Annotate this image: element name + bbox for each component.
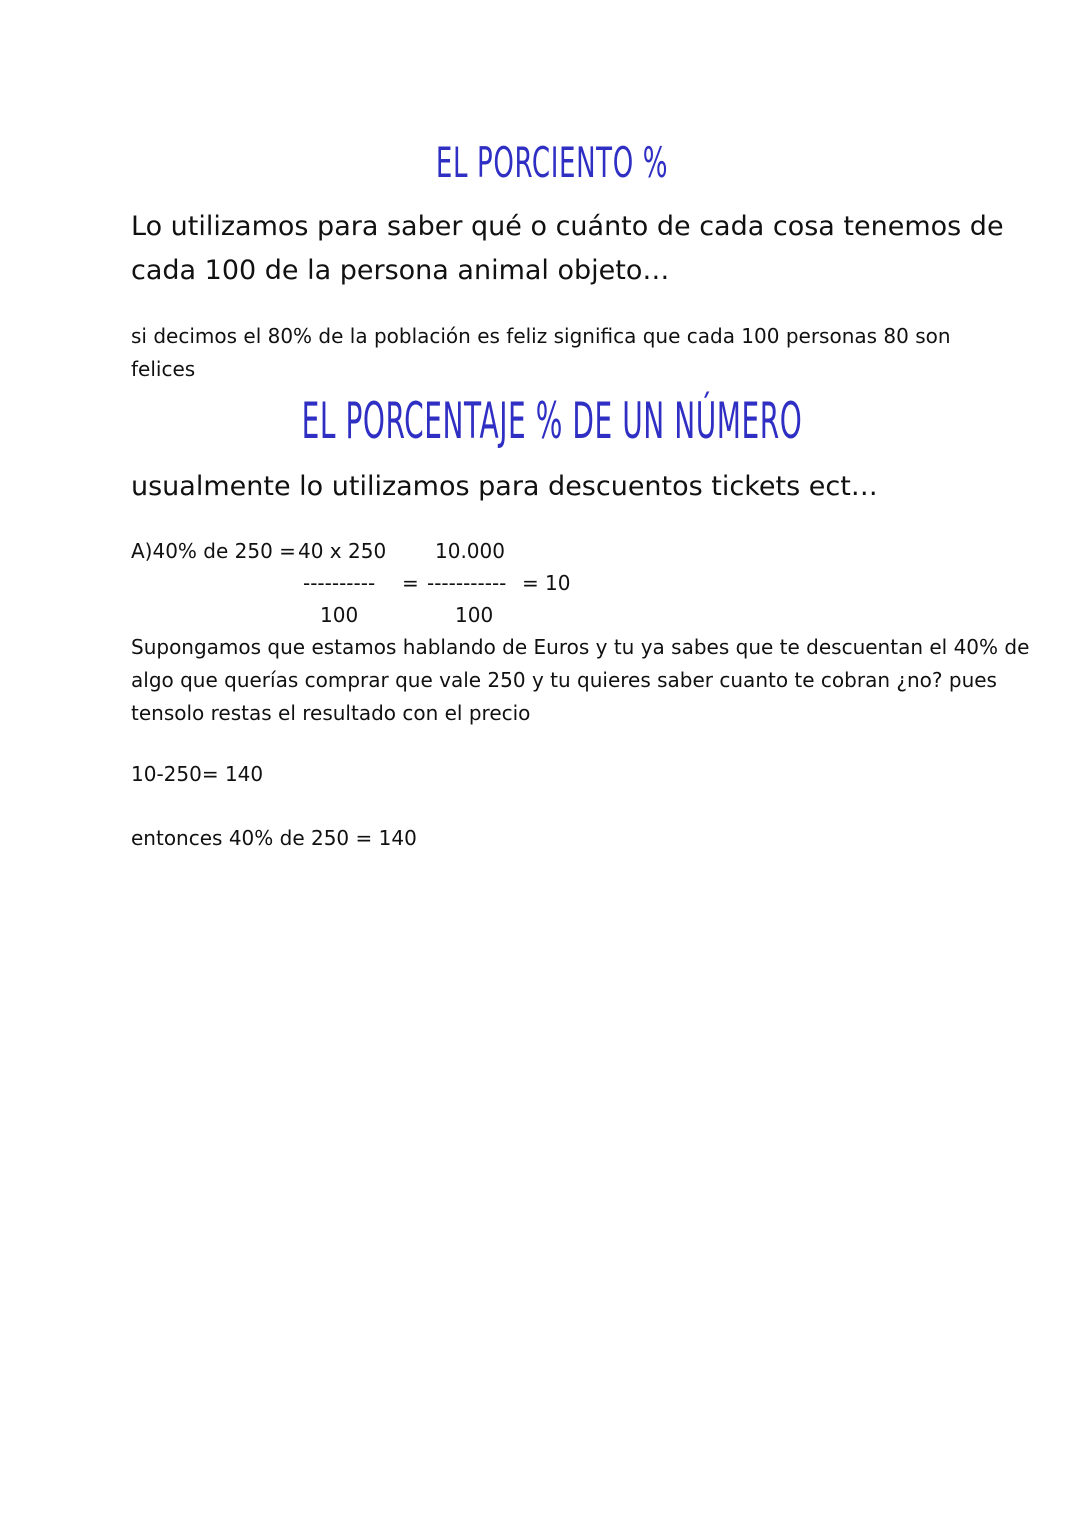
- denominator-1: 100: [320, 603, 359, 627]
- example-paragraph: [131, 320, 951, 386]
- example-line: felices: [131, 357, 196, 381]
- calculation-result: 10: [545, 571, 571, 595]
- title-porcentaje: EL PORCENTAJE % DE UN NÚMERO: [301, 392, 803, 450]
- title-porciento: EL PORCIENTO %: [435, 138, 669, 187]
- equals-sign-2: =: [522, 571, 539, 595]
- numerator-2: 10.000: [435, 539, 505, 563]
- subtraction-line: 10-250= 140: [131, 762, 264, 786]
- explanation-line: tensolo restas el resultado con el precio: [131, 701, 531, 725]
- fraction-bar-2: -----------: [427, 571, 507, 595]
- explanation-line: Supongamos que estamos hablando de Euros y tu ya sabes que te descuentan el 40% de: [131, 635, 1030, 659]
- example-line: si decimos el 80% de la población es feliz significa que cada 100 personas 80 son: [131, 324, 951, 348]
- definition-paragraph: [131, 205, 1004, 293]
- intro-paragraph: usualmente lo utilizamos para descuentos tickets ect…: [131, 471, 878, 502]
- numerator-1: 40 x 250: [298, 539, 387, 563]
- explanation-line: algo que querías comprar que vale 250 y tu quieres saber cuanto te cobran ¿no? pues: [131, 668, 997, 692]
- conclusion-line: entonces 40% de 250 = 140: [131, 826, 417, 850]
- definition-line: Lo utilizamos para saber qué o cuánto de cada cosa tenemos de: [131, 211, 1004, 242]
- fraction-bar-1: ----------: [303, 571, 376, 595]
- explanation-paragraph: [131, 631, 1029, 730]
- equals-sign-1: =: [402, 571, 419, 595]
- denominator-2: 100: [455, 603, 494, 627]
- definition-line: cada 100 de la persona animal objeto…: [131, 255, 670, 286]
- calculation-label: A)40% de 250 =: [131, 539, 296, 563]
